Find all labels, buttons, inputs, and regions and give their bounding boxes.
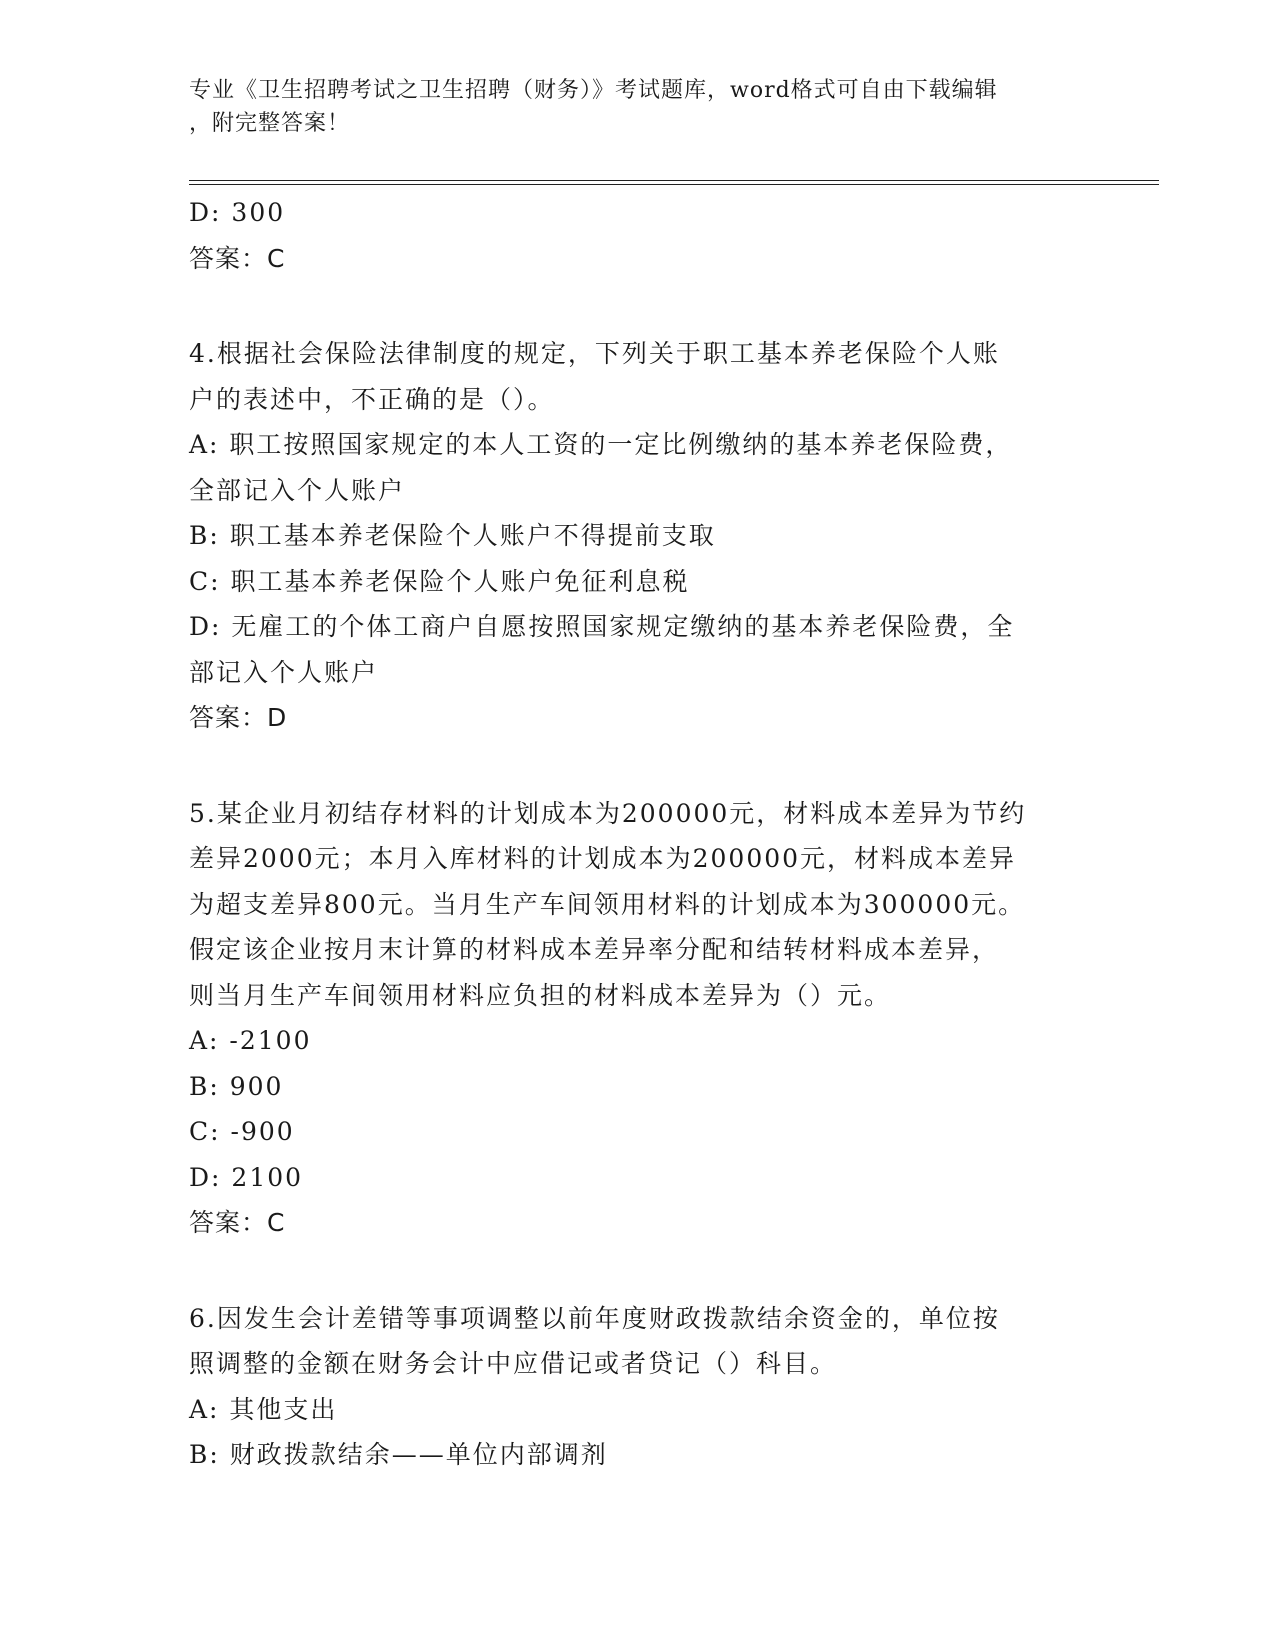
answer-label: 答案：C	[189, 1208, 286, 1237]
header-line-1: 专业《卫生招聘考试之卫生招聘（财务）》考试题库，word格式可自由下载编辑	[189, 78, 998, 103]
header-divider-top	[189, 180, 1159, 181]
question-stem: 照调整的金额在财务会计中应借记或者贷记（）科目。	[189, 1349, 838, 1378]
option-b: B: 财政拨款结余——单位内部调剂	[189, 1440, 608, 1469]
question-stem: 6.因发生会计差错等事项调整以前年度财政拨款结余资金的，单位按	[189, 1303, 1000, 1333]
question-stem: 为超支差异800元。当月生产车间领用材料的计划成本为300000元。	[189, 889, 1026, 919]
option-d: D: 无雇工的个体工商户自愿按照国家规定缴纳的基本养老保险费，全	[189, 612, 1015, 641]
option-a-continued: 全部记入个人账户	[189, 475, 406, 505]
question-3-tail	[189, 190, 1089, 281]
question-stem: 则当月生产车间领用材料应负担的材料成本差异为（）元。	[189, 980, 892, 1010]
question-content	[189, 190, 1089, 1478]
option-d: D: 2100	[189, 1162, 304, 1192]
option-c: C: 职工基本养老保险个人账户免征利息税	[189, 566, 690, 596]
question-5	[189, 791, 1089, 1246]
option-b: B: 900	[189, 1071, 284, 1101]
question-4	[189, 331, 1089, 741]
option-c: C: -900	[189, 1117, 295, 1146]
question-stem: 5.某企业月初结存材料的计划成本为200000元，材料成本差异为节约	[189, 798, 1027, 828]
option-b: B: 职工基本养老保险个人账户不得提前支取	[189, 521, 716, 550]
option-d-continued: 部记入个人账户	[189, 657, 379, 687]
page-header	[189, 74, 1089, 140]
question-stem: 户的表述中，不正确的是（）。	[189, 384, 555, 414]
answer-label: 答案：C	[189, 243, 286, 273]
option-d: D: 300	[189, 198, 286, 227]
header-line-2: ，附完整答案！	[189, 111, 351, 136]
question-6	[189, 1296, 1089, 1478]
question-stem: 4.根据社会保险法律制度的规定，下列关于职工基本养老保险个人账	[189, 339, 1000, 368]
question-stem: 假定该企业按月末计算的材料成本差异率分配和结转材料成本差异，	[189, 935, 1000, 964]
header-divider-bottom	[189, 184, 1159, 185]
question-stem: 差异2000元；本月入库材料的计划成本为200000元，材料成本差异	[189, 844, 1017, 873]
answer-label: 答案：D	[189, 703, 288, 732]
option-a: A: 职工按照国家规定的本人工资的一定比例缴纳的基本养老保险费，	[189, 430, 1013, 459]
option-a: A: -2100	[189, 1026, 312, 1055]
option-a: A: 其他支出	[189, 1394, 338, 1424]
